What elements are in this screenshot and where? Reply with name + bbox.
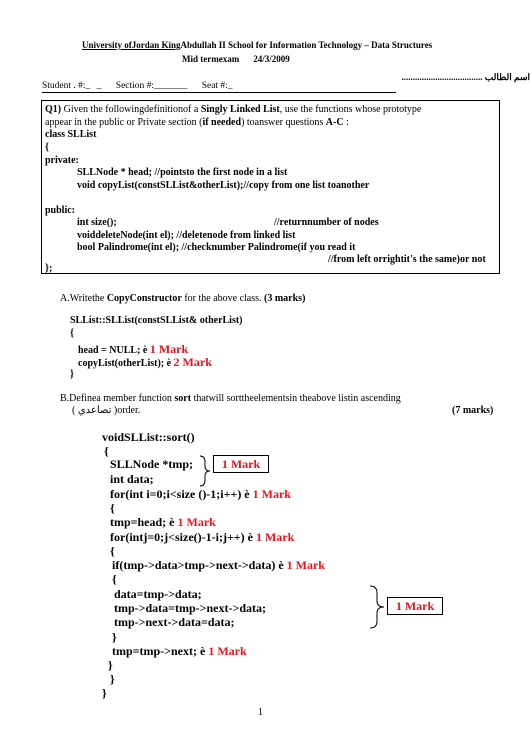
private-member-head: SLLNode * head; //pointsto the first node in a list [77,167,288,178]
mark-label: 1 Mark [177,515,216,529]
part-b-marks: (7 marks) [452,405,494,416]
part-a-code-signature: SLList::SLList(constSLList& otherList) [70,315,243,326]
public-member-deletenode: voiddeleteNode(int el); //deletenode from linked list [77,230,296,241]
student-info-line [42,81,396,93]
part-b-code-brace: } [110,672,115,686]
brace-icon [198,454,212,488]
part-b-code-outer-for: for(int i=0;i<size ()-1;i++) è 1 Mark [110,487,291,501]
part-b-code-signature: voidSLList::sort() [102,430,195,444]
class-open-brace: { [45,142,49,153]
section-label: Section #:_______ [115,81,188,91]
part-b-code-open-brace: { [104,444,109,458]
mark-label: 1 Mark [149,342,189,356]
mark-label: 2 Mark [173,355,212,369]
part-a-code-open-brace: { [70,328,74,339]
part-b-code-close-brace: } [102,686,107,700]
seat-label: Seat #:_ [201,81,233,91]
part-b-code-decl-tmp: SLLNode *tmp; [110,457,194,471]
mark-label: 1 Mark [252,487,291,501]
exam-name: Mid termexam [182,54,240,64]
part-b-code-swap-1: data=tmp->data; [114,587,202,601]
part-b-code-swap-2: tmp->data=tmp->next->data; [114,601,267,615]
part-a-prompt: A.Writethe CopyConstructor for the above class. (3 marks) [60,293,306,304]
header-title [82,40,432,50]
part-b-code-if: if(tmp->data>tmp->next->data) è 1 Mark [112,558,325,572]
class-declaration: class SLList [45,129,97,140]
student-number-blank: _ [96,81,102,91]
question-box [41,100,500,274]
part-b-code-brace: { [110,501,115,515]
mark-label: 1 Mark [286,558,325,572]
part-b-code-brace: { [112,572,117,586]
public-member-palindrome: bool Palindrome(int el); //checknumber Palindrome(if you read it [77,242,356,253]
brace-icon [368,584,386,630]
part-a-code-copylist: copyList(otherList); è 2 Mark [78,355,212,369]
mark-label: 1 Mark [255,530,295,544]
question-intro-line-1: Q1) Given the followingdefinitionof a Singly Linked List, use the functions whose prototype [45,104,422,115]
page-number: 1 [258,707,263,718]
part-b-code-inner-for: for(intj=0;j<size()-1-i;j++) è 1 Mark [110,530,295,544]
part-b-prompt-line-1: B.Definea member function sort thatwill sorttheelementsin theabove listin ascending [60,393,401,404]
public-member-size: int size(); [77,217,117,228]
part-b-code-swap-3: tmp->next->data=data; [114,615,235,629]
part-b-code-decl-data: int data; [110,472,154,486]
part-b-code-brace: { [110,544,115,558]
question-intro-line-2: appear in the public or Private section (if needed) toanswer questions A-C : [45,117,349,128]
part-a-code-close-brace: } [70,369,74,380]
part-a-code-head-null: head = NULL; è 1 Mark [78,342,189,356]
part-b-code-advance: tmp=tmp->next; è 1 Mark [112,644,247,658]
mark-box-swap: 1 Mark [387,597,443,615]
part-b-prompt-line-2: ( تصاعدي )order. [72,405,141,416]
private-member-copylist: void copyList(constSLList&otherList);//copy from one list toanother [77,180,370,191]
public-label: public: [45,205,76,216]
mark-box-declarations: 1 Mark [213,455,269,473]
private-label: private: [45,155,79,166]
part-b-code-brace: } [112,630,117,644]
part-b-code-brace: } [108,658,113,672]
exam-date: 24/3/2009 [253,54,290,64]
part-a-marks: (3 marks) [264,293,306,304]
palindrome-comment-continued: //from left orrightit's the same)or not [328,254,486,265]
exam-line [182,54,290,64]
school-name: Abdullah II School for Information Technology – Data Structures [180,40,433,50]
class-close: }; [45,263,53,274]
student-name-field: اسم الطالب .................................... [401,72,530,82]
mark-label: 1 Mark [208,644,247,658]
university-name: University ofJordan King [82,40,181,50]
student-number-label: Student . #:_ [42,81,91,91]
part-b-code-tmp-head: tmp=head; è 1 Mark [110,515,216,529]
public-member-size-comment: //returnnumber of nodes [274,217,379,228]
